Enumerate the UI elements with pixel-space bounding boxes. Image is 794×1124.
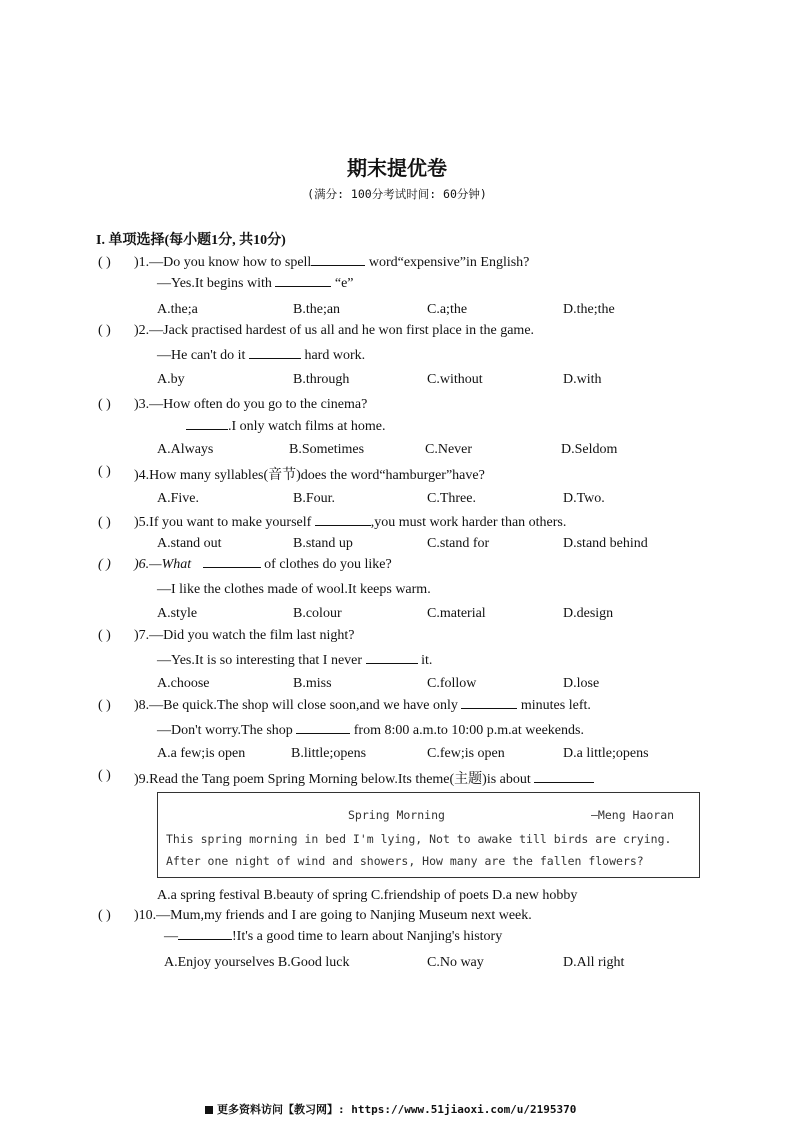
question-10-line-2: — !It's a good time to learn about Nanjing's history: [164, 929, 503, 944]
question-5-line-1: )5.If you want to make yourself ,you must work harder than others.: [134, 515, 567, 530]
option-7d: D.lose: [563, 676, 600, 691]
option-8c: C.few;is open: [427, 746, 505, 761]
option-3d: D.Seldom: [561, 442, 618, 457]
question-8-line-1: )8.—Be quick.The shop will close soon,and we have only minutes left.: [134, 698, 591, 713]
question-7-line-1: )7.—Did you watch the film last night?: [134, 628, 355, 643]
option-10ab: A.Enjoy yourselves B.Good luck: [164, 955, 350, 970]
option-1d: D.the;the: [563, 302, 615, 317]
option-6a: A.style: [157, 606, 198, 621]
question-1-line-2: —Yes.It begins with “e”: [157, 276, 354, 291]
option-3a: A.Always: [157, 442, 214, 457]
answer-paren-9: ( ): [98, 768, 111, 783]
option-3c: C.Never: [425, 442, 473, 457]
answer-paren-8: ( ): [98, 698, 111, 713]
poem-author: —Meng Haoran: [591, 808, 675, 822]
option-1c: C.a;the: [427, 302, 468, 317]
page-title: 期末提优卷: [347, 156, 447, 180]
question-7-line-2: —Yes.It is so interesting that I never it.: [157, 653, 433, 668]
option-5a: A.stand out: [157, 536, 222, 551]
option-1a: A.the;a: [157, 302, 198, 317]
option-7a: A.choose: [157, 676, 210, 691]
answer-paren-7: ( ): [98, 628, 111, 643]
option-7c: C.follow: [427, 676, 477, 691]
option-2d: D.with: [563, 372, 602, 387]
question-3-line-2: .I only watch films at home.: [186, 419, 385, 435]
answer-paren-6: ( ): [98, 557, 111, 572]
question-6-line-2: —I like the clothes made of wool.It keeps warm.: [157, 582, 431, 597]
option-7b: B.miss: [293, 676, 332, 691]
option-4a: A.Five.: [157, 491, 199, 506]
option-6b: B.colour: [293, 606, 342, 621]
option-5c: C.stand for: [427, 536, 490, 551]
option-4d: D.Two.: [563, 491, 605, 506]
question-6-line-1: )6.—What of clothes do you like?: [134, 557, 392, 572]
poem-line-1: This spring morning in bed I'm lying, Not to awake till birds are crying.: [166, 832, 672, 846]
question-2-line-1: )2.—Jack practised hardest of us all and he won first place in the game.: [134, 323, 535, 338]
option-2b: B.through: [293, 372, 350, 387]
option-5b: B.stand up: [293, 536, 353, 551]
section-heading: I. 单项选择(每小题1分, 共10分): [96, 233, 286, 248]
question-9-options: A.a spring festival B.beauty of spring C.friendship of poets D.a new hobby: [157, 888, 578, 903]
answer-paren-4: ( ): [98, 464, 111, 479]
answer-paren-3: ( ): [98, 397, 111, 412]
question-1-line-1: )1.—Do you know how to spell word“expensive”in English?: [134, 255, 530, 270]
question-9-line-1: )9.Read the Tang poem Spring Morning below.Its theme(主题)is about: [134, 768, 594, 788]
answer-paren-5: ( ): [98, 515, 111, 530]
option-8d: D.a little;opens: [563, 746, 649, 761]
option-3b: B.Sometimes: [289, 442, 365, 457]
option-2c: C.without: [427, 372, 483, 387]
option-1b: B.the;an: [293, 302, 341, 317]
option-8b: B.little;opens: [291, 746, 367, 761]
footer-link[interactable]: 更多资料访问【教习网】: https://www.51jiaoxi.com/u/2195370: [205, 1101, 576, 1117]
option-5d: D.stand behind: [563, 536, 648, 551]
option-10d: D.All right: [563, 955, 625, 970]
option-4b: B.Four.: [293, 491, 336, 506]
option-4c: C.Three.: [427, 491, 476, 506]
answer-paren-10: ( ): [98, 908, 111, 923]
option-10c: C.No way: [427, 955, 484, 970]
question-8-line-2: —Don't worry.The shop from 8:00 a.m.to 10:00 p.m.at weekends.: [157, 723, 584, 738]
poem-box: [157, 792, 700, 878]
poem-line-2: After one night of wind and showers, How many are the fallen flowers?: [166, 854, 644, 868]
question-10-line-1: )10.—Mum,my friends and I are going to Nanjing Museum next week.: [134, 908, 532, 923]
answer-paren-1: ( ): [98, 255, 111, 270]
question-3-line-1: )3.—How often do you go to the cinema?: [134, 397, 368, 412]
option-6c: C.material: [427, 606, 486, 621]
option-8a: A.a few;is open: [157, 746, 246, 761]
flag-icon: [205, 1106, 213, 1114]
page-subtitle: (满分: 100分考试时间: 60分钟): [307, 187, 487, 201]
question-4-line-1: )4.How many syllables(音节)does the word“hamburger”have?: [134, 468, 485, 483]
option-2a: A.by: [157, 372, 185, 387]
poem-title: Spring Morning: [348, 808, 445, 822]
option-6d: D.design: [563, 606, 614, 621]
answer-paren-2: ( ): [98, 323, 111, 338]
question-2-line-2: —He can't do it hard work.: [157, 348, 366, 363]
